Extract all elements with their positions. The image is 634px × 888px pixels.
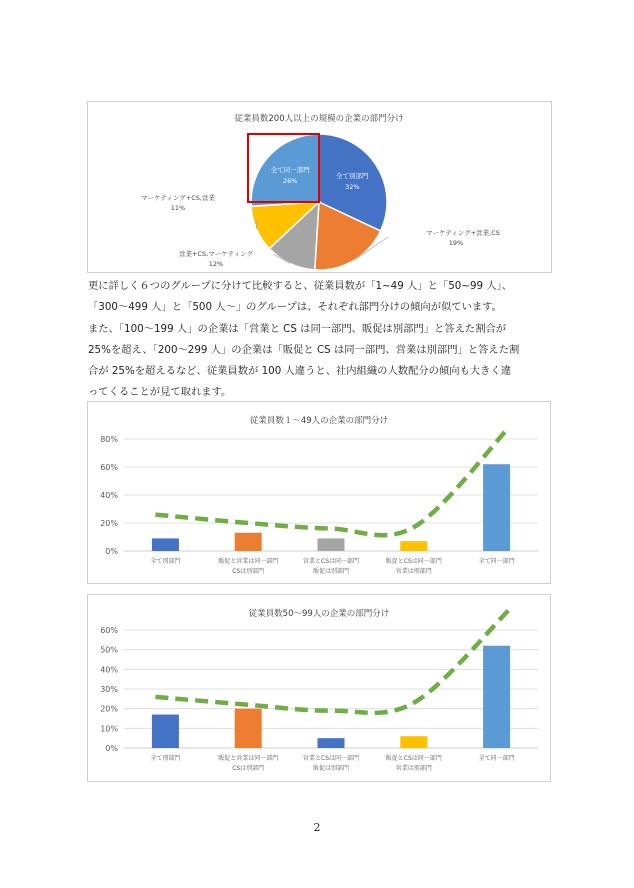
pie-slice-label: 全て別部門 [336,171,369,180]
page-number: 2 [313,821,321,834]
x-category-label: 全て同一部門 [478,558,515,565]
paragraph-line-2: 「300～499 人」と「500 人～」のグループは、それぞれ部門分けの傾向が似ています。 [88,301,502,314]
y-tick-label: 30% [100,685,118,694]
pie-chart-title: 従業員数200人以上の規模の企業の部門分け [234,114,404,124]
bar [318,538,345,551]
x-category-label: 営業は別部門 [395,568,432,575]
y-tick-label: 40% [100,491,118,500]
bar-chart-50-99 [88,595,550,781]
bar [400,541,427,551]
paragraph-line-4: 25%を超え、「200～299 人」の企業は「販促と CS は同一部門、営業は別部門」と答えた割 [88,343,520,356]
x-category-label: 全て同一部門 [478,755,515,762]
x-category-label: 全て別部門 [150,558,181,565]
pie-slice-percent: 12% [208,260,224,268]
pie-slice-label: マーケティング+営業,CS [426,229,500,237]
x-category-label: CSは別部門 [232,568,265,575]
body-paragraph [88,276,550,404]
paragraph-line-6: ってくることが見て取れます。 [88,386,232,399]
x-category-label: 営業は別部門 [395,765,432,772]
paragraph-line-5: 合が 25%を超えるなど、従業員数が 100 人違うと、社内組織の人数配分の傾向も大きく違 [88,365,512,378]
y-tick-label: 40% [100,665,118,675]
bar-chart-title: 従業員数１～49人の企業の部門分け [249,416,389,426]
y-tick-label: 20% [100,704,118,714]
x-category-label: 販促とCSは同一部門 [385,755,442,762]
pie-slice-percent: 26% [283,177,298,186]
paragraph-line-1: 更に詳しく６つのグループに分けて比較すると、従業員数が「1~49 人」と「50~99 人」、 [88,280,513,292]
bar [400,736,427,748]
y-tick-label: 20% [100,519,118,528]
x-category-label: 販促とCSは同一部門 [385,558,442,565]
y-tick-label: 0% [105,547,118,556]
bar [483,464,510,551]
pie-slice-label: 全て同一部門 [270,166,310,175]
bar [235,709,262,748]
x-category-label: 全て別部門 [150,755,181,762]
bar-chart-50-99-panel [87,594,551,782]
x-category-label: 販促は別部門 [312,765,350,772]
bar [152,538,179,551]
pie-slice-percent: 11% [170,204,186,212]
x-category-label: 販促と営業は同一部門 [218,558,279,565]
x-category-label: 営業とCSは同一部門 [303,558,359,565]
bar [318,738,345,748]
x-category-label: 営業とCSは同一部門 [303,755,359,762]
pie-slice-percent: 32% [345,182,360,191]
trend-line [155,610,508,713]
y-tick-label: 10% [100,724,118,734]
y-tick-label: 80% [100,435,118,444]
bar [152,715,179,748]
bar [483,646,510,748]
pie-chart [88,102,551,272]
pie-slice-label: 営業+CS,マーケティング [179,250,253,258]
pie-slice-label: マーケティング+CS,営業 [141,194,215,202]
bar-chart-title: 従業員数50～99人の企業の部門分け [248,609,390,619]
paragraph-line-3: また、「100～199 人」の企業は「営業と CS は同一部門、販促は別部門」と答えた割合が [88,322,507,335]
x-category-label: 販促は別部門 [312,568,350,575]
y-tick-label: 0% [105,744,118,753]
pie-chart-panel [87,101,552,273]
y-tick-label: 50% [100,645,118,655]
pie-slice-percent: 19% [448,239,464,247]
bar-chart-1-49-panel [87,401,551,584]
x-category-label: CSは別部門 [232,765,265,772]
bar-chart-1-49 [88,402,550,583]
trend-line [155,428,508,535]
y-tick-label: 60% [100,626,118,635]
x-category-label: 販促と営業は同一部門 [218,755,279,762]
y-tick-label: 60% [100,463,118,472]
bar [235,533,262,551]
